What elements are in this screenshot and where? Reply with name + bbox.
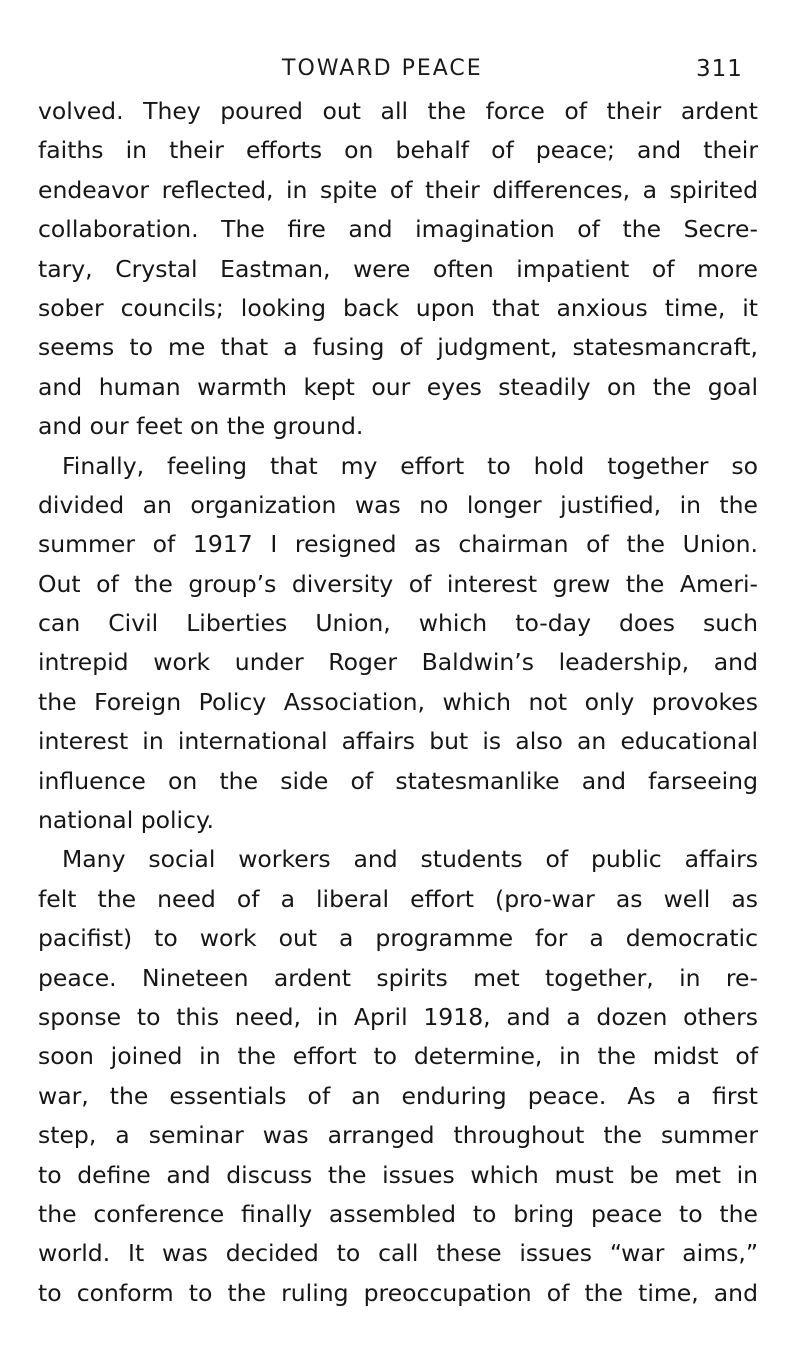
text-line: the Foreign Policy Association, which not only provokes <box>38 687 758 716</box>
text-line: endeavor reflected, in spite of their differences, a spirited <box>38 175 758 204</box>
text-line: seems to me that a fusing of judgment, statesmancraft, <box>38 333 758 362</box>
text-line: felt the need of a liberal effort (pro-war as well as <box>38 884 758 913</box>
text-line: volved. They poured out all the force of their ardent <box>38 97 758 125</box>
page-number: 311 <box>696 56 743 82</box>
text-line: intrepid work under Roger Baldwin’s leadership, and <box>38 648 758 677</box>
text-line: summer of 1917 I resigned as chairman of the Union. <box>38 530 758 559</box>
text-line: can Civil Liberties Union, which to-day does such <box>38 609 758 638</box>
text-line: faiths in their efforts on behalf of peace; and their <box>38 136 758 165</box>
text-line: soon joined in the effort to determine, in the midst of <box>38 1042 758 1071</box>
body-text <box>38 92 758 1313</box>
text-line: Many social workers and students of public affairs <box>62 845 758 874</box>
text-line: to conform to the ruling preoccupation of the time, and <box>38 1278 758 1307</box>
text-line: sponse to this need, in April 1918, and a dozen others <box>38 1002 758 1031</box>
text-line: the conference finally assembled to bring peace to the <box>38 1199 758 1228</box>
text-line: interest in international affairs but is also an educational <box>38 727 758 756</box>
text-line: peace. Nineteen ardent spirits met together, in re- <box>38 963 758 992</box>
text-line: Finally, feeling that my effort to hold together so <box>62 451 758 480</box>
text-line: pacifist) to work out a programme for a democratic <box>38 924 758 953</box>
text-line: collaboration. The fire and imagination of the Secre- <box>38 215 758 244</box>
text-line: national policy. <box>38 806 215 835</box>
text-line: world. It was decided to call these issues “war aims,” <box>38 1239 758 1268</box>
text-line: to define and discuss the issues which must be met in <box>38 1160 758 1189</box>
text-line: and human warmth kept our eyes steadily on the goal <box>38 372 758 401</box>
text-line: war, the essentials of an enduring peace. As a first <box>38 1081 758 1110</box>
running-head: TOWARD PEACE <box>282 56 483 81</box>
text-line: and our feet on the ground. <box>38 412 364 441</box>
text-line: tary, Crystal Eastman, were often impatient of more <box>38 254 758 283</box>
text-line: Out of the group’s diversity of interest grew the Ameri- <box>38 569 758 598</box>
text-line: divided an organization was no longer justified, in the <box>38 490 758 519</box>
text-line: sober councils; looking back upon that anxious time, it <box>38 293 758 322</box>
text-line: step, a seminar was arranged throughout the summer <box>38 1121 758 1150</box>
text-line: influence on the side of statesmanlike and farseeing <box>38 766 758 795</box>
